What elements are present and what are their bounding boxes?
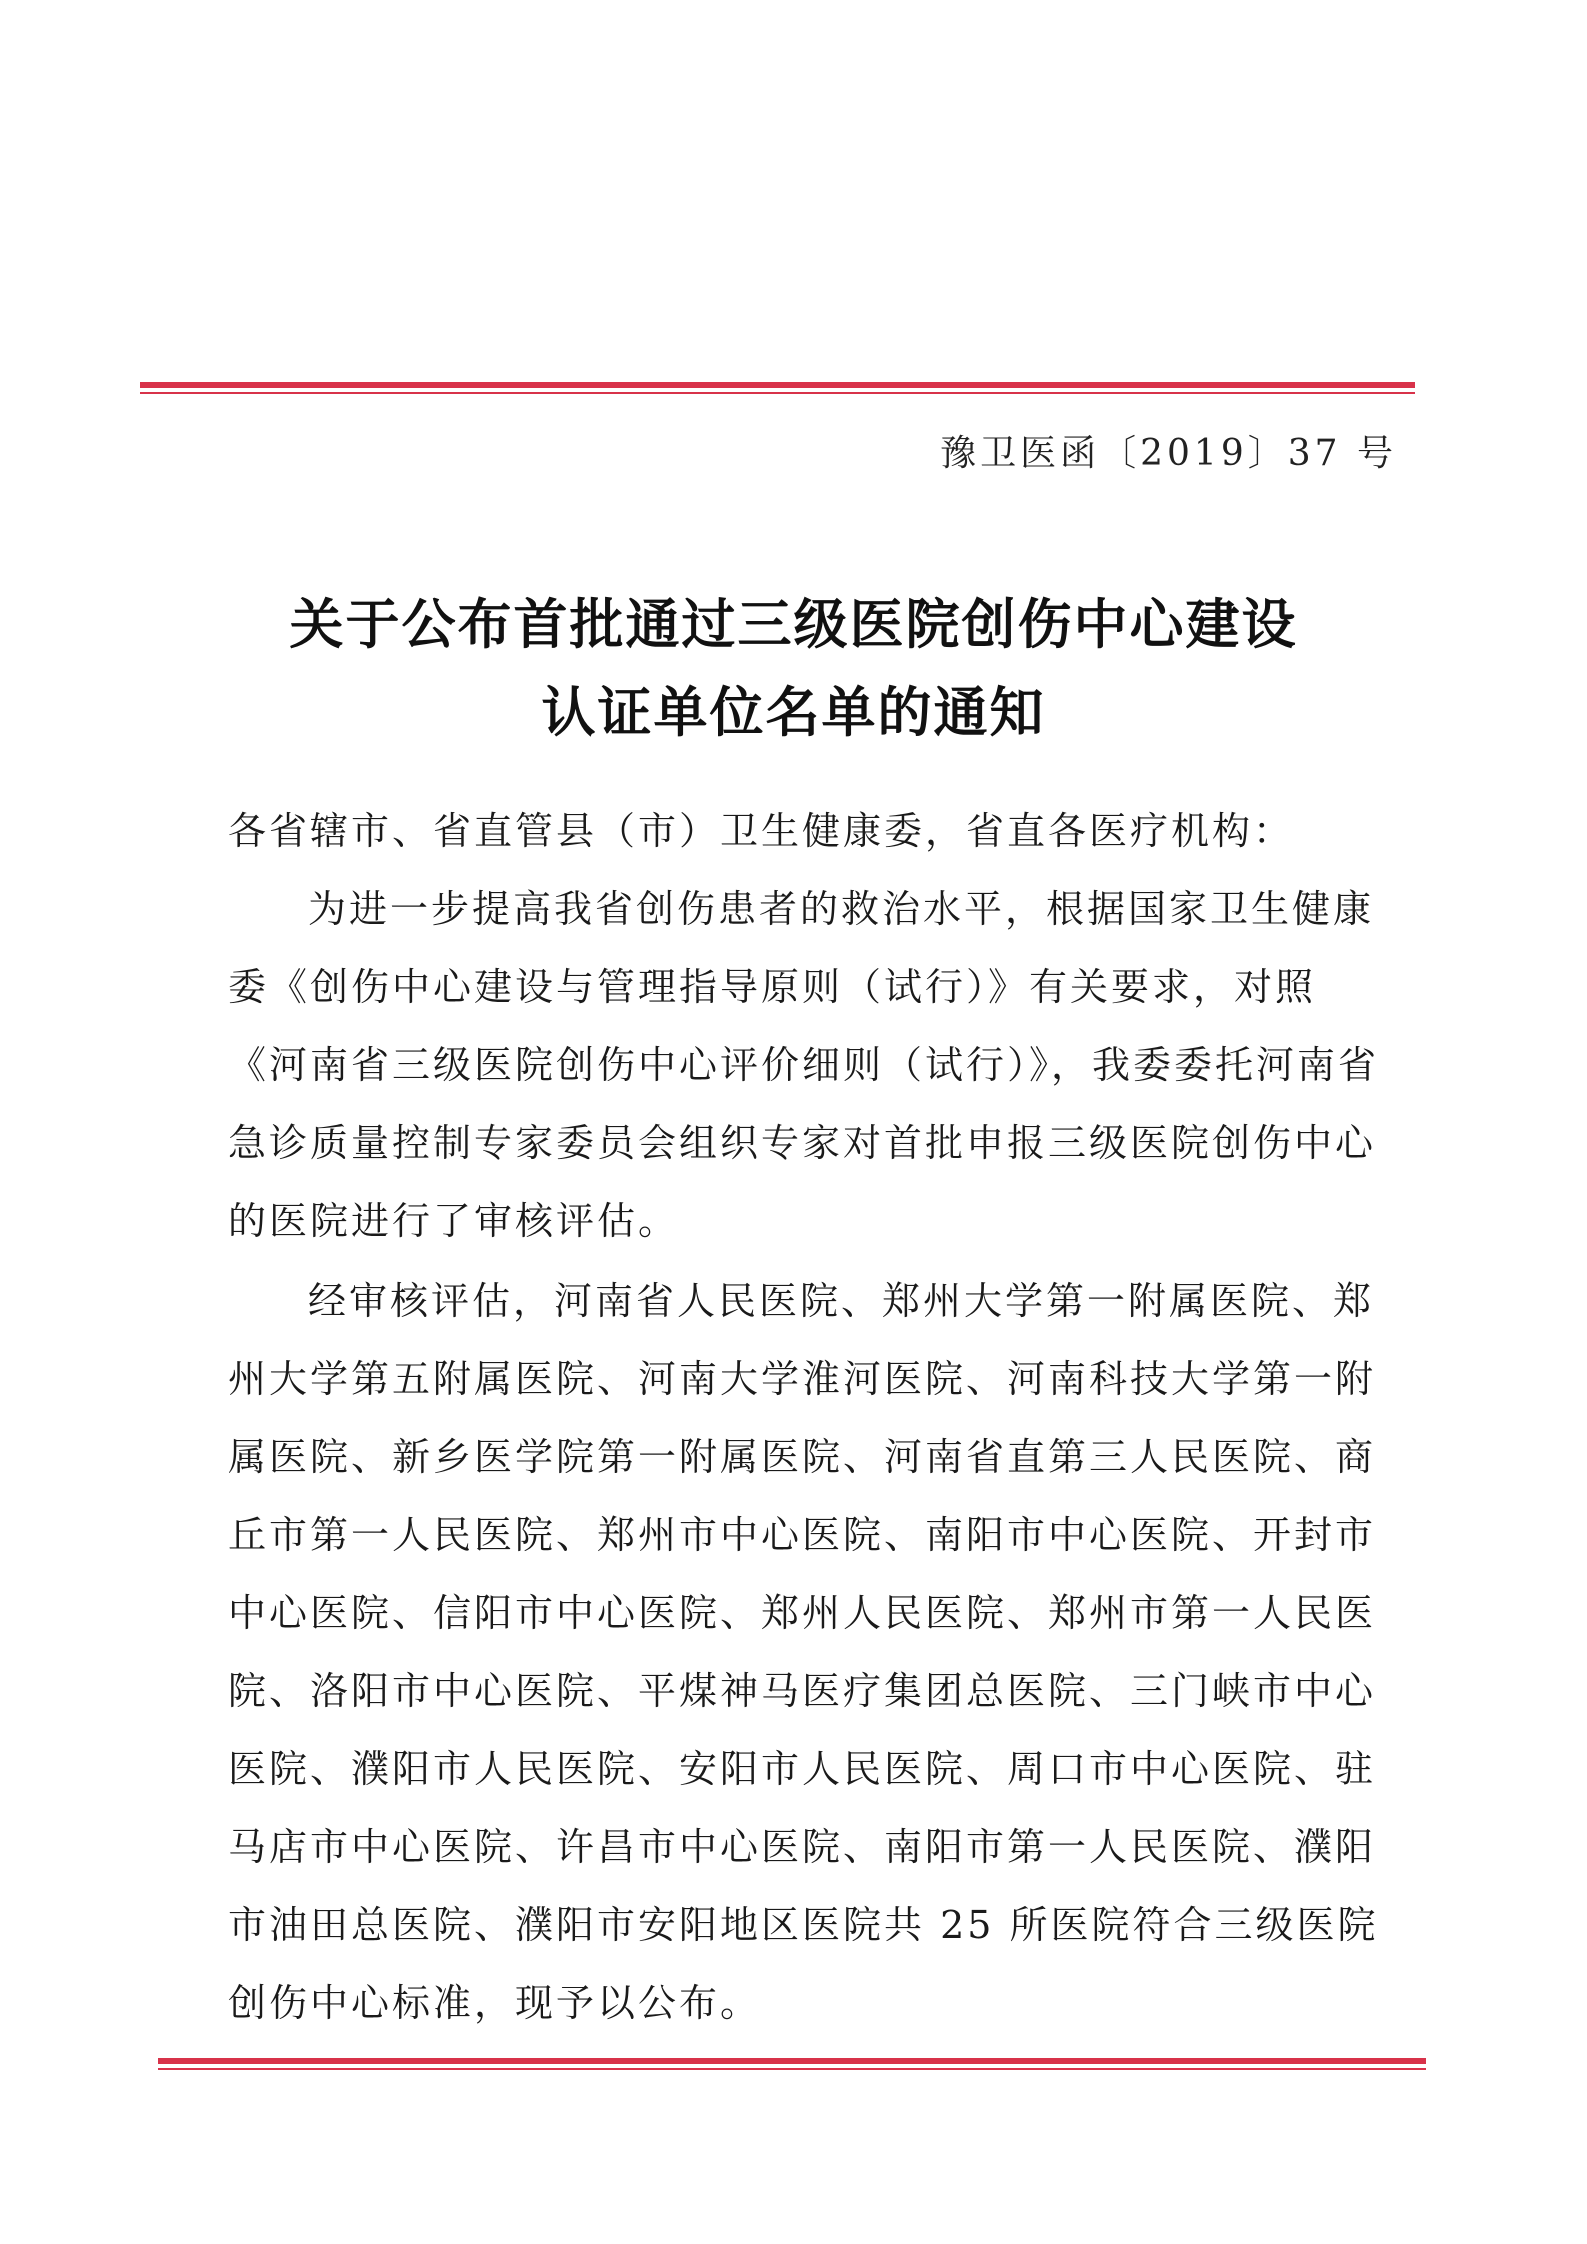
paragraph-2-line: 医院、濮阳市人民医院、安阳市人民医院、周口市中心医院、驻: [228, 1747, 1377, 1791]
paragraph-1-line: 为进一步提高我省创伤患者的救治水平，根据国家卫生健康: [308, 887, 1375, 931]
document-title-line-2: 认证单位名单的通知: [541, 681, 1046, 744]
paragraph-2-line: 市油田总医院、濮阳市安阳地区医院共 25 所医院符合三级医院: [228, 1903, 1379, 1947]
document-number: 豫卫医函〔2019〕37 号: [940, 433, 1397, 474]
paragraph-2-line: 马店市中心医院、许昌市中心医院、南阳市第一人民医院、濮阳: [228, 1825, 1377, 1869]
salutation: 各省辖市、省直管县（市）卫生健康委，省直各医疗机构：: [228, 809, 1295, 853]
paragraph-2-line: 属医院、新乡医学院第一附属医院、河南省直第三人民医院、商: [228, 1435, 1377, 1479]
paragraph-1-line: 《河南省三级医院创伤中心评价细则（试行）》，我委委托河南省: [228, 1043, 1380, 1087]
bottom-red-rule: [158, 2058, 1426, 2070]
document-title-line-1: 关于公布首批通过三级医院创伤中心建设: [289, 593, 1298, 656]
paragraph-1-line: 委《创伤中心建设与管理指导原则（试行）》有关要求，对照: [228, 965, 1317, 1009]
paragraph-1: [228, 870, 1388, 1260]
paragraph-2-line: 院、洛阳市中心医院、平煤神马医疗集团总医院、三门峡市中心: [228, 1669, 1377, 1713]
paragraph-2-line: 经审核评估，河南省人民医院、郑州大学第一附属医院、郑: [308, 1279, 1375, 1323]
paragraph-1-line: 急诊质量控制专家委员会组织专家对首批申报三级医院创伤中心: [228, 1121, 1377, 1165]
paragraph-2-line: 创伤中心标准，现予以公布。: [228, 1981, 762, 2025]
paragraph-2-line: 州大学第五附属医院、河南大学淮河医院、河南科技大学第一附: [228, 1357, 1377, 1401]
paragraph-2-line: 丘市第一人民医院、郑州市中心医院、南阳市中心医院、开封市: [228, 1513, 1377, 1557]
paragraph-2-line: 中心医院、信阳市中心医院、郑州人民医院、郑州市第一人民医: [228, 1591, 1377, 1635]
top-red-rule: [140, 382, 1415, 394]
paragraph-2: [228, 1262, 1388, 2042]
paragraph-1-line: 的医院进行了审核评估。: [228, 1199, 680, 1243]
